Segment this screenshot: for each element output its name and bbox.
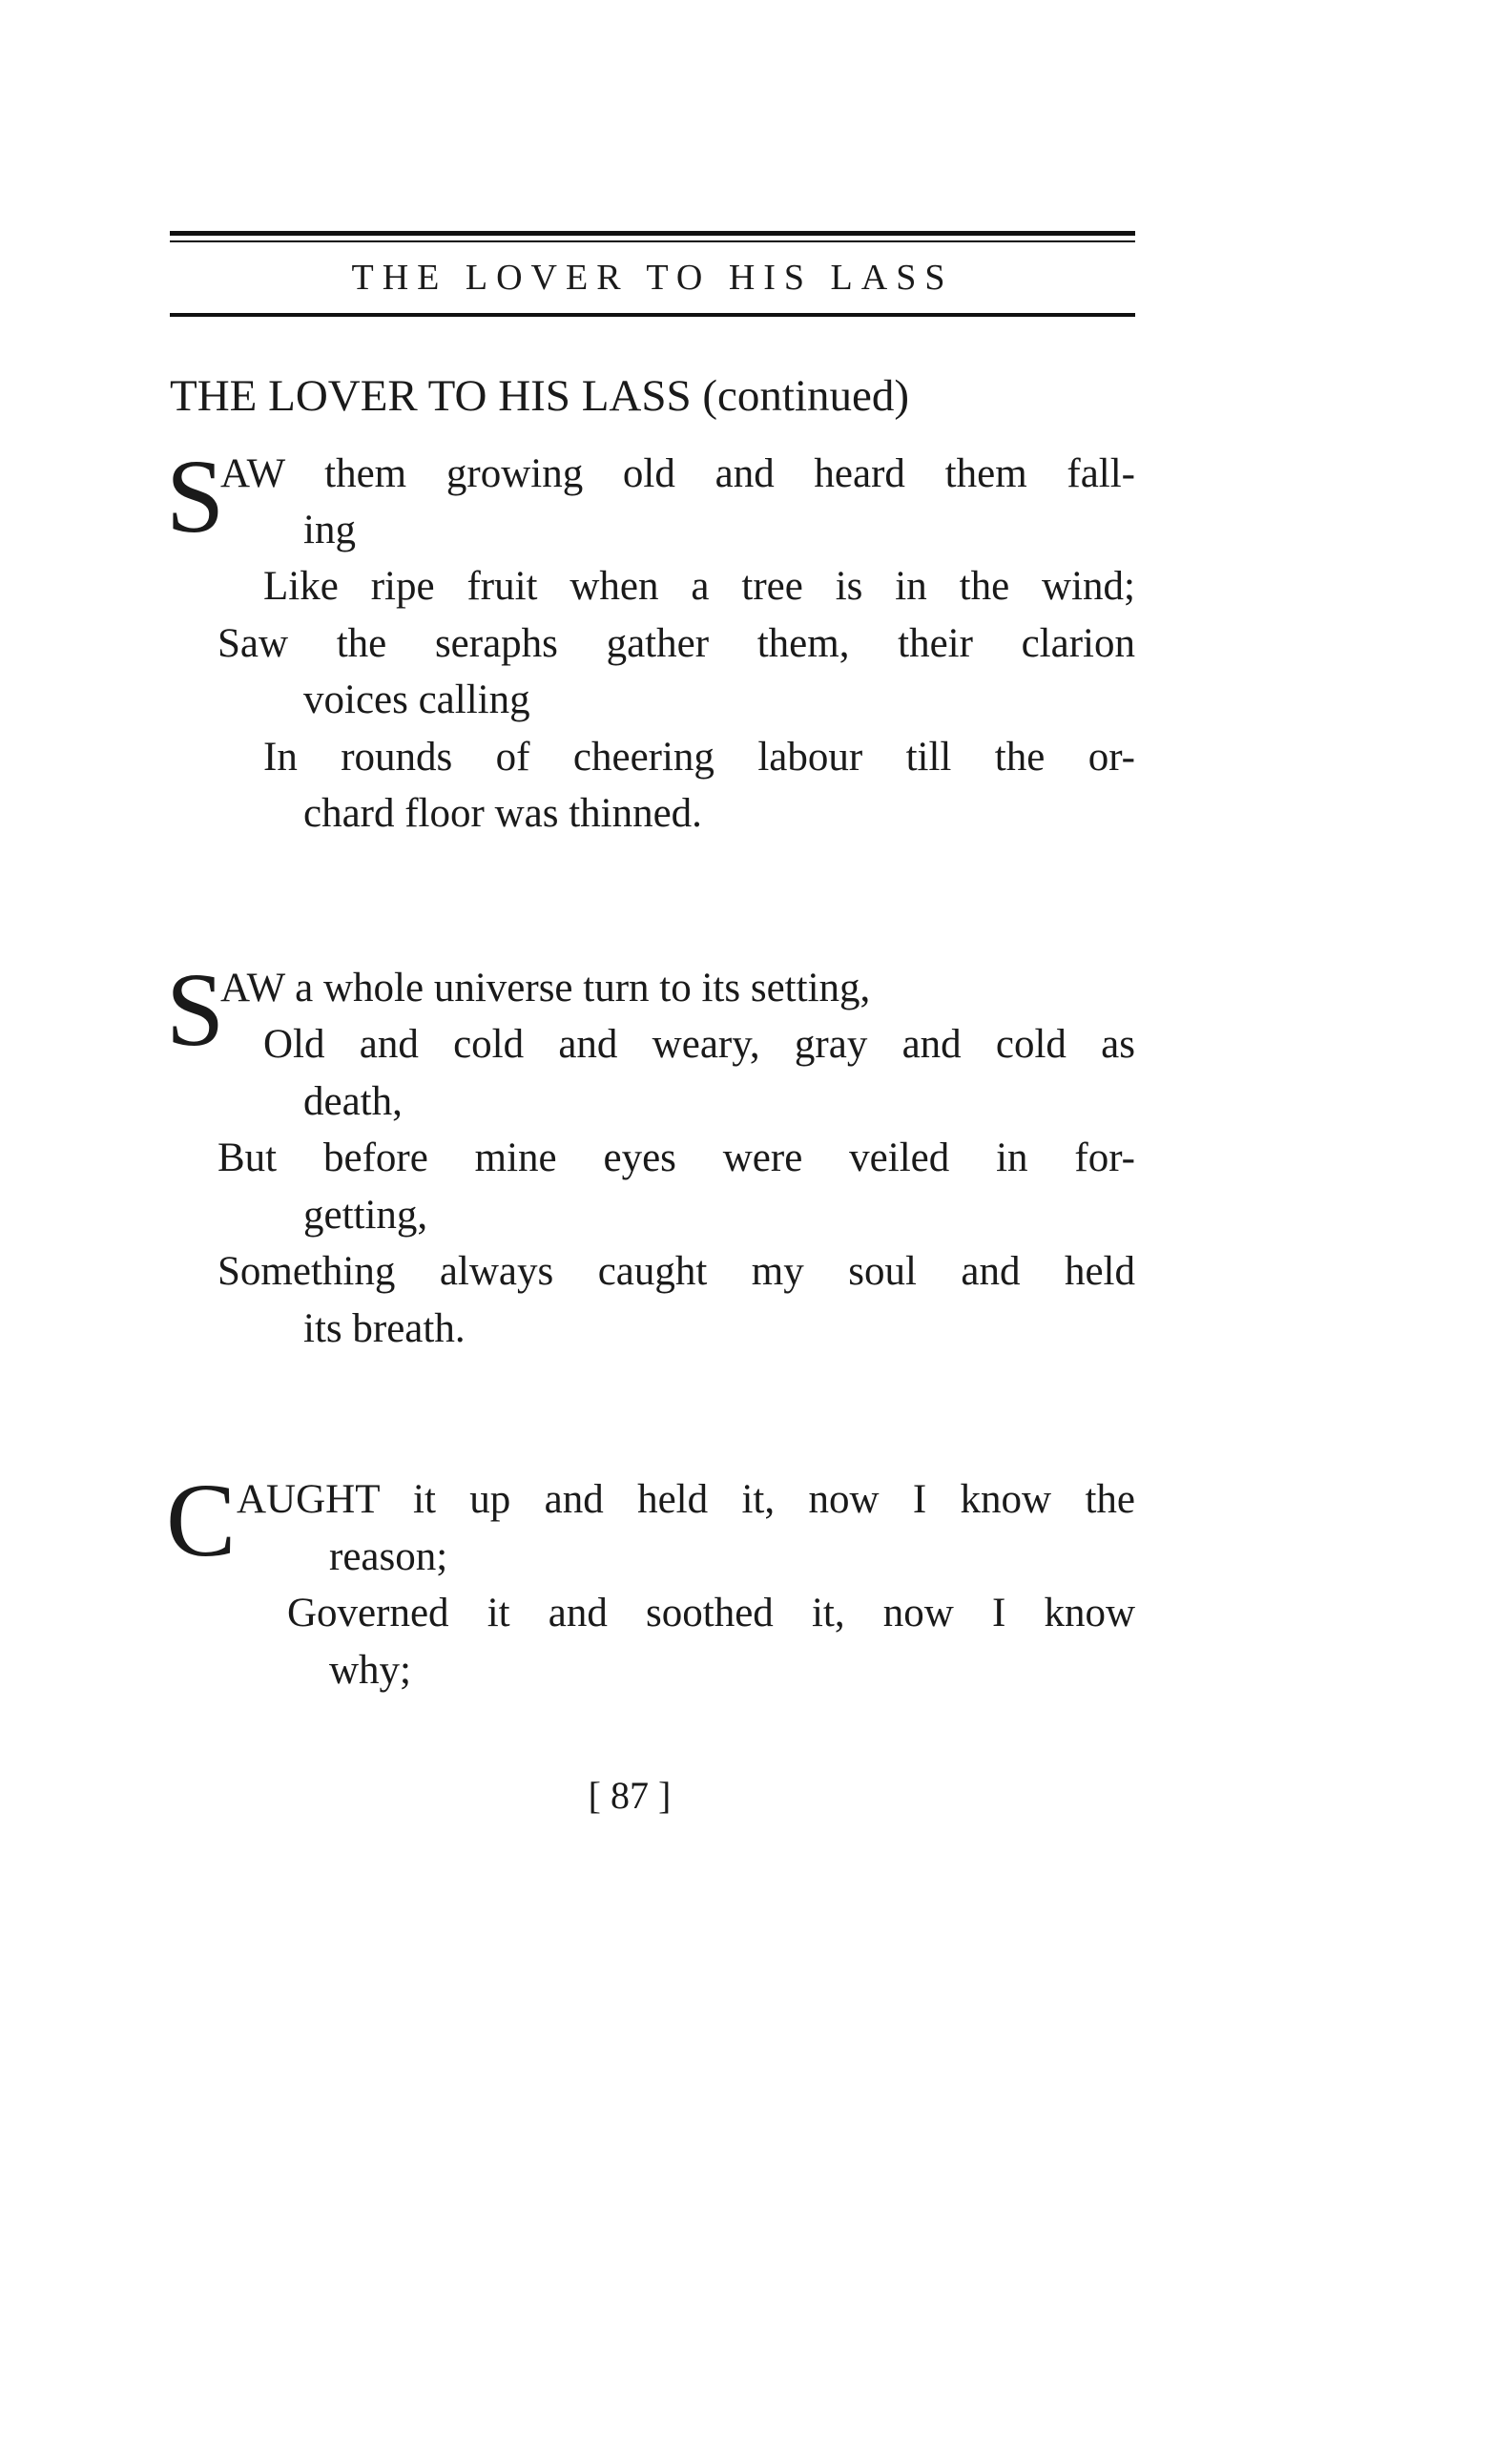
stanza-3-line-2: reason; xyxy=(329,1534,448,1579)
stanza-1-line-5: voices calling xyxy=(303,677,530,722)
stanza-3-line-1: AUGHT it up and held it, now I know the xyxy=(237,1477,1135,1522)
stanza-2-line-3: death, xyxy=(303,1079,403,1124)
stanza-1-line-4: Saw the seraphs gather them, their clarion xyxy=(217,621,1135,666)
stanza-1-line-6: In rounds of cheering labour till the or- xyxy=(263,735,1135,780)
stanza-2-line-5: getting, xyxy=(303,1193,428,1238)
stanza-2-line-4: But before mine eyes were veiled in for- xyxy=(217,1135,1135,1180)
stanza-2-line-2: Old and cold and weary, gray and cold as xyxy=(263,1022,1135,1067)
header-rule-top-thin xyxy=(170,240,1135,242)
stanza-1-dropcap: S xyxy=(166,438,225,554)
header-rule-bottom xyxy=(170,313,1135,317)
stanza-2-line-7: its breath. xyxy=(303,1306,466,1351)
stanza-1-line-3: Like ripe fruit when a tree is in the wind; xyxy=(263,564,1135,609)
stanza-1-line-7: chard floor was thinned. xyxy=(303,791,702,836)
page-number: [ 87 ] xyxy=(588,1774,672,1817)
stanza-1-line-2: ing xyxy=(303,508,356,552)
stanza-1-line-1: AW them growing old and heard them fall- xyxy=(220,451,1135,496)
stanza-3-line-3: Governed it and soothed it, now I know xyxy=(287,1591,1135,1635)
stanza-2-dropcap: S xyxy=(166,951,225,1068)
stanza-3-dropcap: C xyxy=(166,1462,237,1578)
stanza-2-line-6: Something always caught my soul and held xyxy=(217,1249,1135,1294)
running-head: THE LOVER TO HIS LASS xyxy=(351,258,954,298)
header-rule-top xyxy=(170,231,1135,236)
stanza-3-line-4: why; xyxy=(329,1648,411,1693)
section-title: THE LOVER TO HIS LASS (continued) xyxy=(170,371,910,421)
stanza-2-line-1: AW a whole universe turn to its setting, xyxy=(220,966,871,1010)
